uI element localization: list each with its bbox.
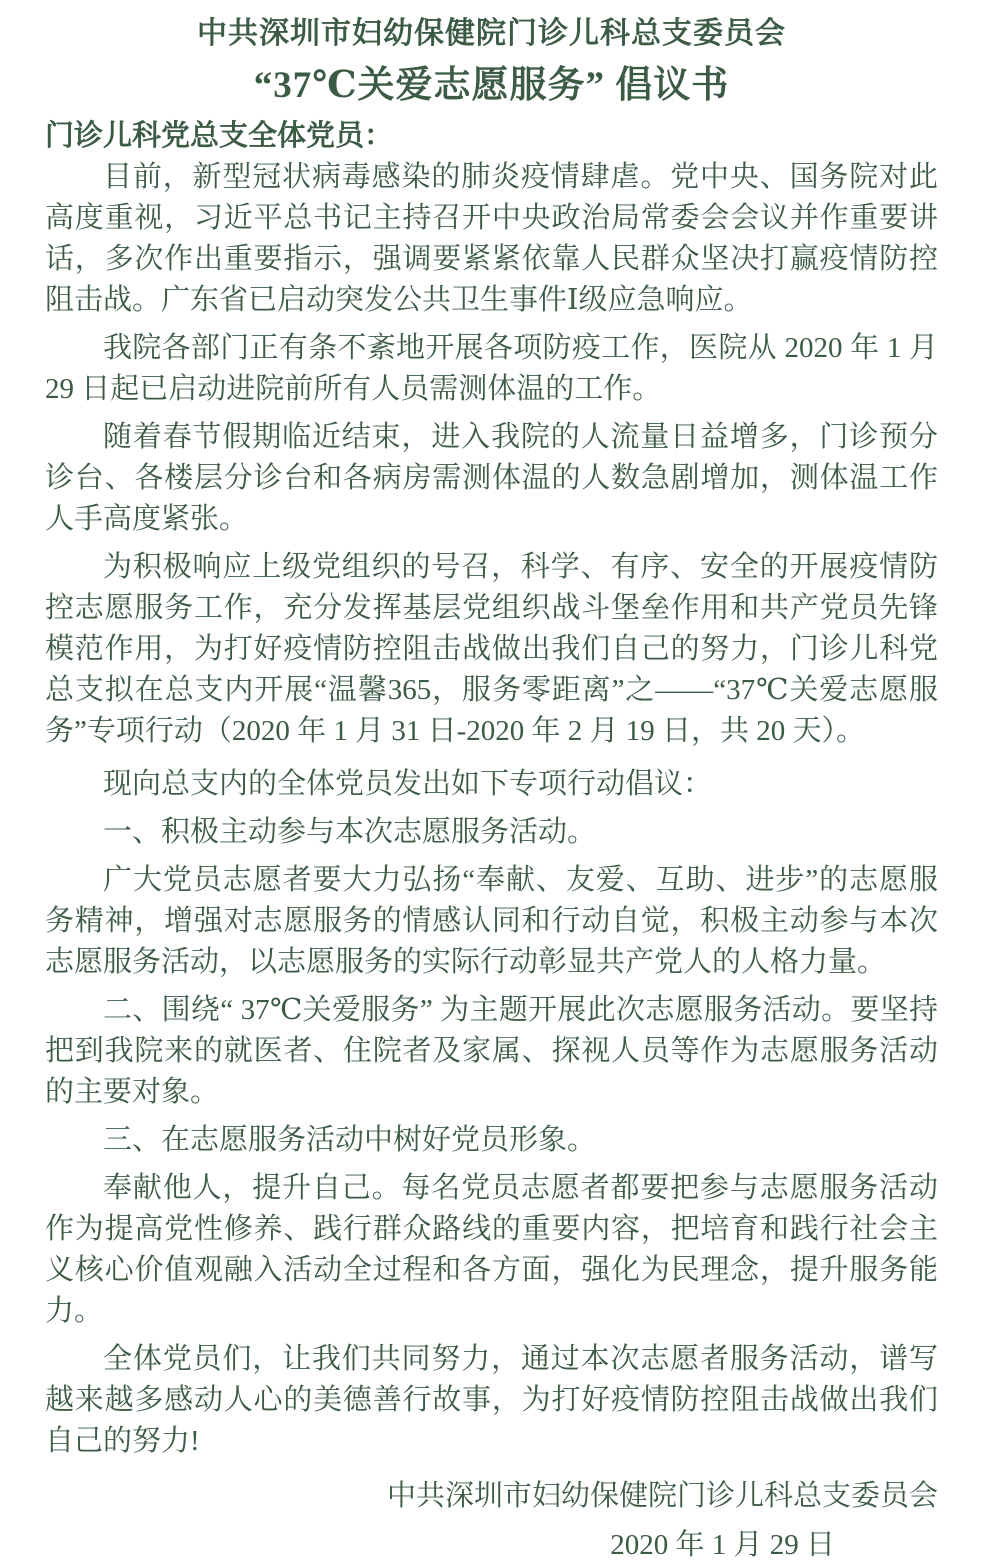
- paragraph-item-three-heading: 三、在志愿服务活动中树好党员形象。: [103, 1124, 597, 1156]
- paragraph-closing: 全体党员们，让我们共同努力，通过本次志愿者服务活动，谱写越来越多感动人心的美德善行故事，为打好疫情防控阻击战做出我们自己的努力!: [45, 1343, 938, 1457]
- signature-org: 中共深圳市妇幼保健院门诊儿科总支委员会: [386, 1480, 938, 1512]
- paragraph-hospital-measures: 我院各部门正有条不紊地开展各项防疫工作，医院从 2020 年 1 月 29 日起已启动进院前所有人员需测体温的工作。: [45, 332, 938, 405]
- paragraph-item-three-body: 奉献他人，提升自己。每名党员志愿者都要把参与志愿服务活动作为提高党性修养、践行群众路线的重要内容，把培育和践行社会主义核心价值观融入活动全过程和各方面，强化为民理念，提升服务能力。: [45, 1172, 938, 1327]
- signature-date: 2020 年 1 月 29 日: [610, 1529, 835, 1561]
- paragraph-campaign-launch: 为积极响应上级党组织的号召，科学、有序、安全的开展疫情防控志愿服务工作，充分发挥基层党组织战斗堡垒作用和共产党员先锋模范作用，为打好疫情防控阻击战做出我们自己的努力，门诊儿科党总支拟在总支内开展“温馨365，服务零距离”之——“37℃关爱志愿服务”专项行动（2020 年 1 月 31 日-2020 年 2 月 19 日，共 20 天）。: [45, 551, 938, 747]
- paragraph-item-one-body: 广大党员志愿者要大力弘扬“奉献、友爱、互助、进步”的志愿服务精神，增强对志愿服务的情感认同和行动自觉，积极主动参与本次志愿服务活动，以志愿服务的实际行动彰显共产党人的人格力量。: [45, 864, 938, 978]
- paragraph-item-one-heading: 一、积极主动参与本次志愿服务活动。: [103, 816, 597, 848]
- paragraph-situation: 目前，新型冠状病毒感染的肺炎疫情肆虐。党中央、国务院对此高度重视，习近平总书记主持召开中央政治局常委会会议并作重要讲话，多次作出重要指示，强调要紧紧依靠人民群众坚决打赢疫情防控阻击战。广东省已启动突发公共卫生事件Ⅰ级应急响应。: [45, 161, 938, 316]
- salutation: 门诊儿科党总支全体党员：: [45, 120, 394, 152]
- paragraph-item-two: 二、围绕“ 37℃关爱服务” 为主题开展此次志愿服务活动。要坚持把到我院来的就医者、住院者及家属、探视人员等作为志愿服务活动的主要对象。: [45, 994, 938, 1108]
- paragraph-holiday-flow: 随着春节假期临近结束，进入我院的人流量日益增多，门诊预分诊台、各楼层分诊台和各病房需测体温的人数急剧增加，测体温工作人手高度紧张。: [45, 421, 938, 535]
- document-subtitle: “37℃关爱志愿服务” 倡议书: [253, 65, 730, 106]
- paragraph-proposal-intro: 现向总支内的全体党员发出如下专项行动倡议：: [103, 768, 713, 800]
- document-org-title: 中共深圳市妇幼保健院门诊儿科总支委员会: [197, 17, 786, 50]
